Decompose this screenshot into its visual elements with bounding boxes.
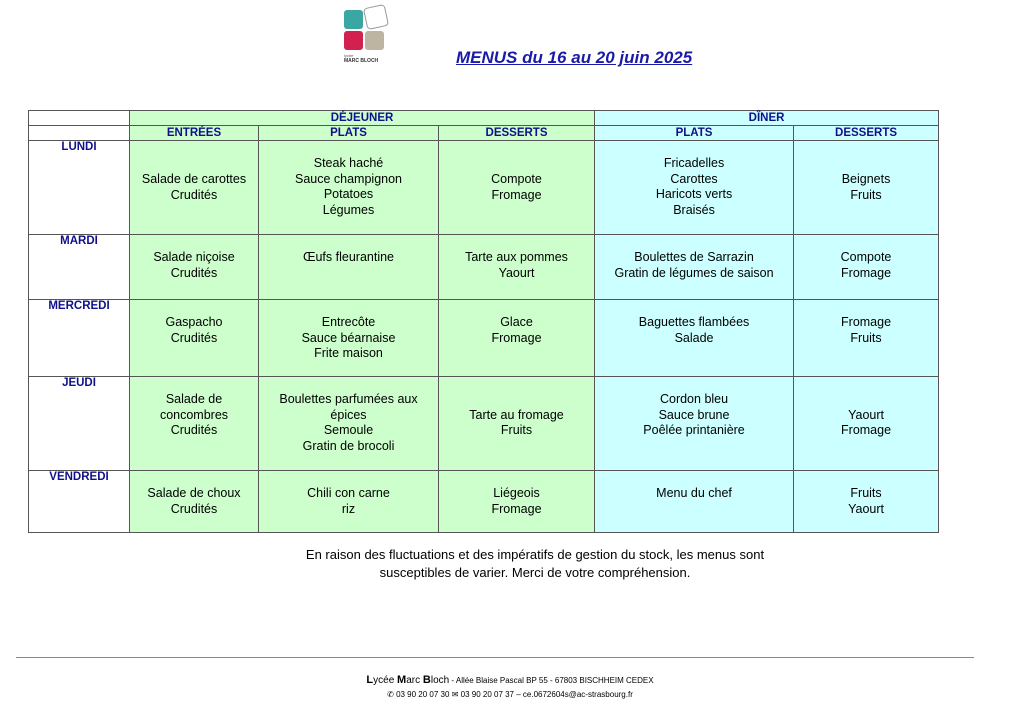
logo-text: MARC BLOCH bbox=[344, 58, 379, 64]
notice-line: En raison des fluctuations et des impératifs de gestion du stock, les menus sont bbox=[305, 547, 765, 562]
menu-cell: Entrecôte Sauce béarnaise Frite maison bbox=[259, 300, 439, 377]
menu-cell: Œufs fleurantine bbox=[259, 235, 439, 300]
school-logo bbox=[344, 6, 396, 62]
footer-divider bbox=[16, 657, 974, 658]
column-header: PLATS bbox=[595, 126, 794, 141]
logo-text: lycée bbox=[344, 53, 354, 58]
menu-cell: Boulettes de Sarrazin Gratin de légumes de saison bbox=[595, 235, 794, 300]
menu-cell: Baguettes flambées Salade bbox=[595, 300, 794, 377]
menu-cell: Chili con carne riz bbox=[259, 471, 439, 533]
menu-cell: Tarte au fromage Fruits bbox=[439, 377, 595, 471]
column-header: DESSERTS bbox=[439, 126, 595, 141]
menu-cell: Compote Fromage bbox=[794, 235, 939, 300]
school-name: Lycée Marc Bloch bbox=[366, 674, 450, 686]
menu-cell: Boulettes parfumées aux épices Semoule Gratin de brocoli bbox=[259, 377, 439, 471]
notice-line: susceptibles de varier. Merci de votre compréhension. bbox=[379, 565, 691, 580]
menu-cell: Fricadelles Carottes Haricots verts Braisés bbox=[595, 141, 794, 235]
menu-cell: Salade niçoise Crudités bbox=[130, 235, 259, 300]
menu-table bbox=[28, 110, 939, 533]
day-row bbox=[29, 141, 939, 235]
day-label: MARDI bbox=[29, 235, 130, 300]
footer-fax-email: 03 90 20 07 37 – ce.0672604s@ac-strasbourg.fr bbox=[460, 690, 633, 699]
menu-cell: Tarte aux pommes Yaourt bbox=[439, 235, 595, 300]
group-header-dejeuner: DÉJEUNER bbox=[130, 111, 595, 126]
column-header-row bbox=[29, 126, 939, 141]
menu-cell: Menu du chef bbox=[595, 471, 794, 533]
footer bbox=[280, 673, 740, 702]
menu-cell: Fromage Fruits bbox=[794, 300, 939, 377]
day-row bbox=[29, 377, 939, 471]
day-label: JEUDI bbox=[29, 377, 130, 471]
menu-cell: Cordon bleu Sauce brune Poêlée printanière bbox=[595, 377, 794, 471]
logo-puzzle-piece bbox=[365, 31, 384, 50]
phone-icon: ✆ bbox=[387, 690, 394, 699]
stock-notice bbox=[270, 546, 800, 582]
menu-cell: Salade de carottes Crudités bbox=[130, 141, 259, 235]
menu-cell: Yaourt Fromage bbox=[794, 377, 939, 471]
empty-header-cell bbox=[29, 126, 130, 141]
day-row bbox=[29, 235, 939, 300]
menu-cell: Beignets Fruits bbox=[794, 141, 939, 235]
fax-icon: ✉ bbox=[451, 690, 459, 699]
day-row bbox=[29, 300, 939, 377]
empty-header-cell bbox=[29, 111, 130, 126]
day-label: LUNDI bbox=[29, 141, 130, 235]
column-header: DESSERTS bbox=[794, 126, 939, 141]
logo-puzzle-piece bbox=[344, 10, 363, 29]
day-label: VENDREDI bbox=[29, 471, 130, 533]
footer-phone: 03 90 20 07 30 bbox=[396, 690, 450, 699]
menu-cell: Fruits Yaourt bbox=[794, 471, 939, 533]
column-header: ENTRÉES bbox=[130, 126, 259, 141]
menu-cell: Steak haché Sauce champignon Potatoes Légumes bbox=[259, 141, 439, 235]
menu-cell: Salade de choux Crudités bbox=[130, 471, 259, 533]
menu-cell: Salade de concombres Crudités bbox=[130, 377, 259, 471]
group-header-diner: DÎNER bbox=[595, 111, 939, 126]
footer-contact-line bbox=[280, 688, 740, 702]
page-title: MENUS du 16 au 20 juin 2025 bbox=[456, 48, 693, 67]
day-label: MERCREDI bbox=[29, 300, 130, 377]
menu-cell: Liégeois Fromage bbox=[439, 471, 595, 533]
logo-puzzle-piece bbox=[363, 4, 389, 30]
footer-address: - Allée Blaise Pascal BP 55 - 67803 BISCHHEIM CEDEX bbox=[449, 676, 654, 685]
menu-cell: Glace Fromage bbox=[439, 300, 595, 377]
column-header: PLATS bbox=[259, 126, 439, 141]
menu-cell: Gaspacho Crudités bbox=[130, 300, 259, 377]
menu-cell: Compote Fromage bbox=[439, 141, 595, 235]
footer-address-line bbox=[280, 673, 740, 688]
logo-puzzle-piece bbox=[344, 31, 363, 50]
group-header-row bbox=[29, 111, 939, 126]
day-row bbox=[29, 471, 939, 533]
